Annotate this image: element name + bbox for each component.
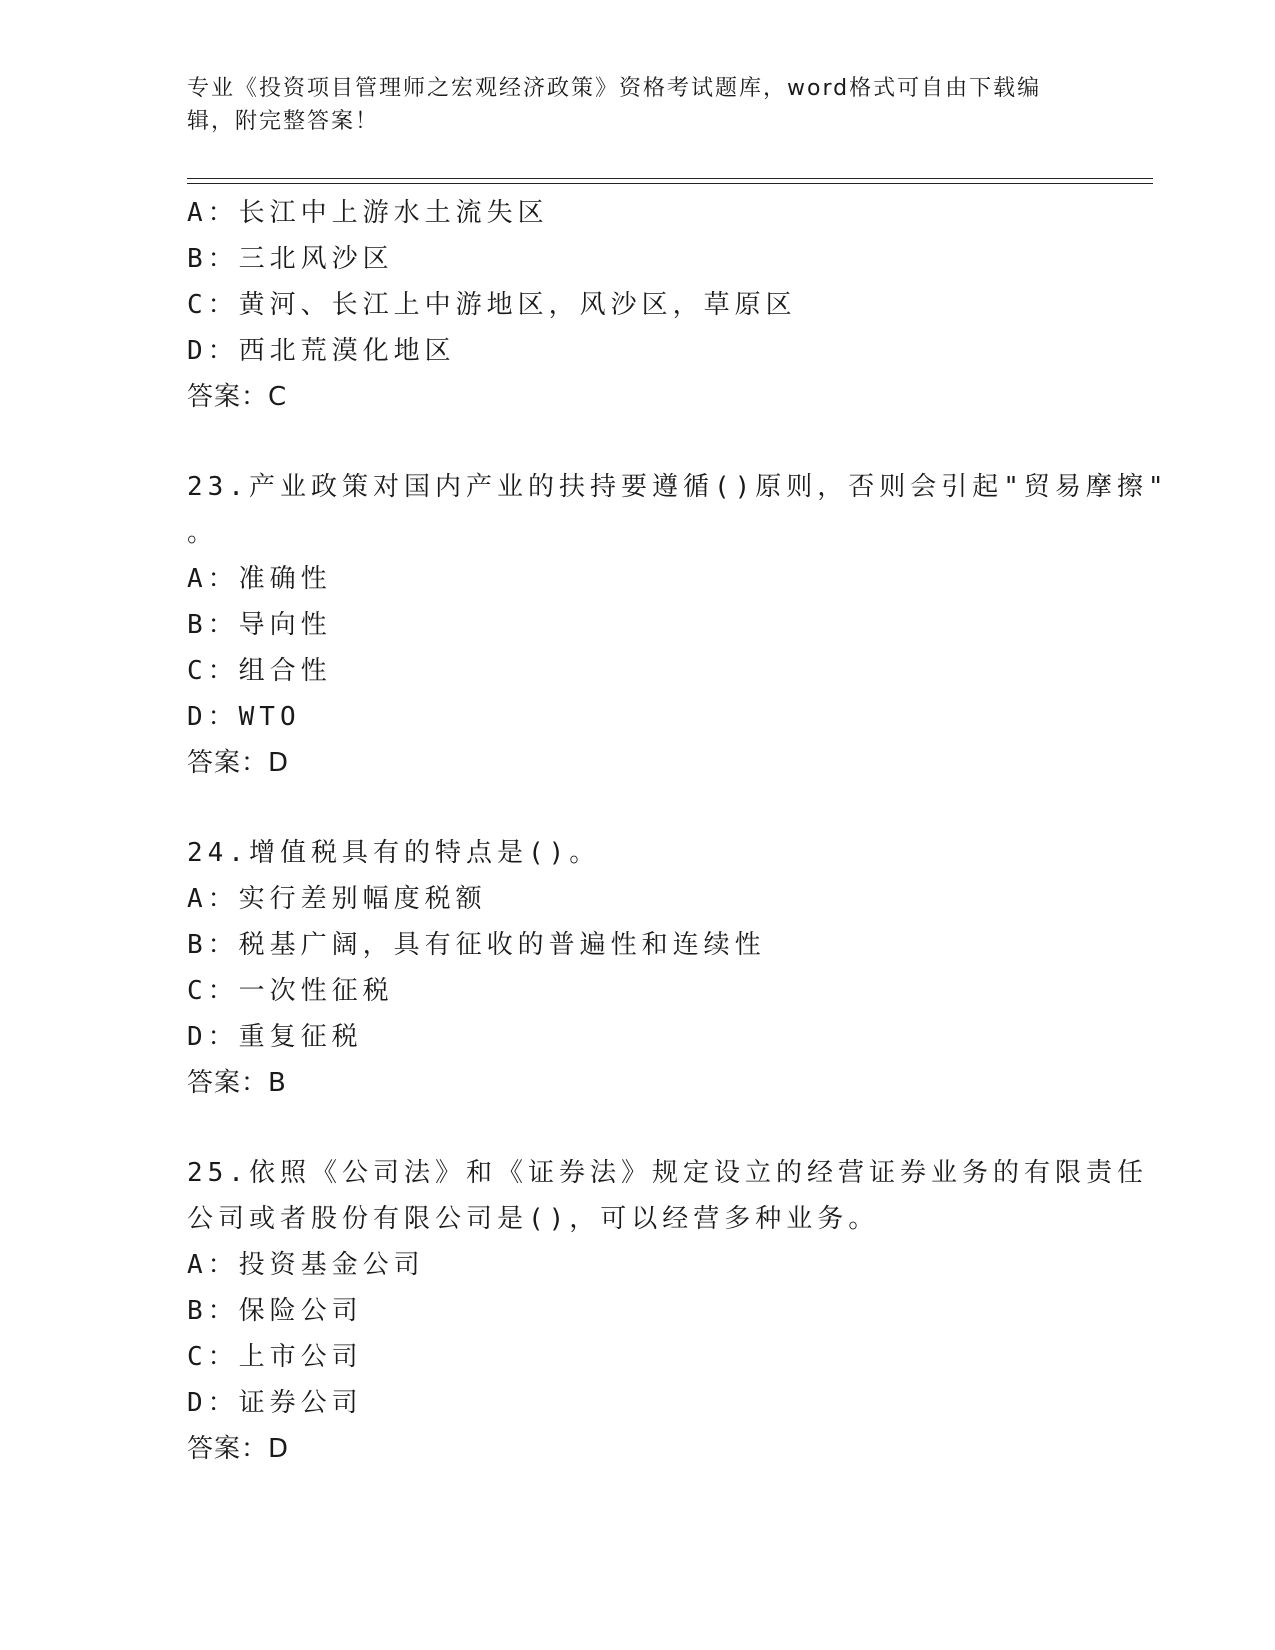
question-list xyxy=(187,190,1169,1472)
answer: 答案：B xyxy=(187,1068,287,1098)
question-stem: 25.依照《公司法》和《证券法》规定设立的经营证券业务的有限责任 xyxy=(187,1158,1148,1188)
answer: 答案：C xyxy=(187,382,288,412)
option-d: D：重复征税 xyxy=(187,1022,363,1052)
answer: 答案：D xyxy=(187,748,290,778)
spacer xyxy=(187,1106,1087,1150)
question-22 xyxy=(187,190,1087,420)
option-a: A：实行差别幅度税额 xyxy=(187,884,487,914)
option-c: C：上市公司 xyxy=(187,1342,363,1372)
spacer xyxy=(187,786,1087,830)
option-b: B：税基广阔，具有征收的普遍性和连续性 xyxy=(187,930,766,960)
question-23 xyxy=(187,464,1169,786)
question-stem: 23.产业政策对国内产业的扶持要遵循()原则，否则会引起"贸易摩擦" xyxy=(187,472,1169,502)
question-24 xyxy=(187,830,1087,1106)
option-d: D：证券公司 xyxy=(187,1388,363,1418)
spacer xyxy=(187,420,1087,464)
option-a: A：投资基金公司 xyxy=(187,1250,425,1280)
option-b: B：三北风沙区 xyxy=(187,244,394,274)
option-c: C：组合性 xyxy=(187,656,332,686)
option-d: D：西北荒漠化地区 xyxy=(187,336,456,366)
option-b: B：导向性 xyxy=(187,610,332,640)
option-d: D：WTO xyxy=(187,702,301,732)
option-a: A：准确性 xyxy=(187,564,332,594)
answer: 答案：D xyxy=(187,1434,290,1464)
header-divider-top xyxy=(187,178,1153,179)
document-intro: 专业《投资项目管理师之宏观经济政策》资格考试题库，word格式可自由下载编辑，附完整答案！ xyxy=(187,76,1042,134)
option-c: C：黄河、长江上中游地区，风沙区，草原区 xyxy=(187,290,797,320)
question-25 xyxy=(187,1150,1148,1472)
option-c: C：一次性征税 xyxy=(187,976,394,1006)
header-divider-bottom xyxy=(187,183,1153,184)
question-stem-continuation: 。 xyxy=(187,518,219,548)
option-b: B：保险公司 xyxy=(187,1296,363,1326)
question-stem-continuation: 公司或者股份有限公司是()，可以经营多种业务。 xyxy=(187,1204,880,1234)
question-stem: 24.增值税具有的特点是()。 xyxy=(187,838,601,868)
option-a: A：长江中上游水土流失区 xyxy=(187,198,549,228)
